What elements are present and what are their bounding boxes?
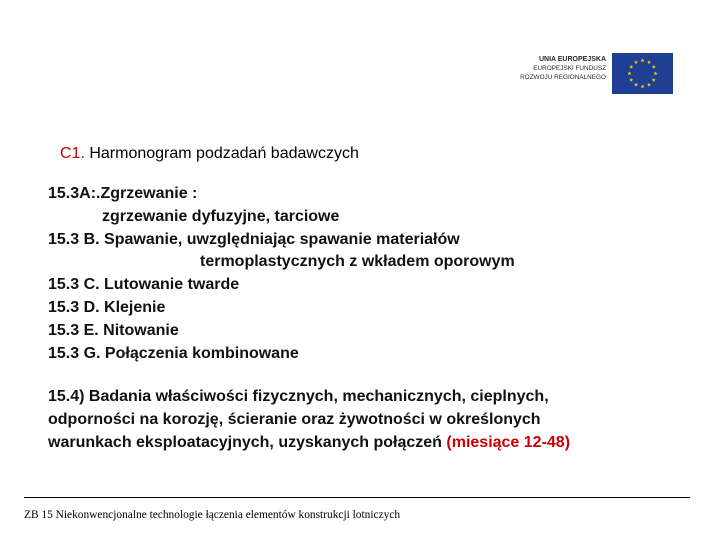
research-line-3 [48, 431, 678, 454]
eu-logo-line3: ROZWOJU REGIONALNEGO [520, 74, 606, 81]
page-title [60, 144, 359, 164]
eu-logo-line2: EUROPEJSKI FUNDUSZ [533, 65, 606, 72]
research-line-2: odporności na korozję, ścieranie oraz żywotności w określonych [48, 411, 541, 428]
subtask-d: 15.3 D. Klejenie [48, 298, 166, 316]
research-months-highlight: (miesiące 12-48) [446, 434, 571, 451]
subtask-b-label: 15.3 B. Spawanie, uwzględniając spawanie materiałów [48, 230, 460, 248]
eu-logo-text [508, 53, 606, 94]
footer-text: ZB 15 Niekonwencjonalne technologie łączenia elementów konstrukcji lotniczych [24, 509, 401, 521]
subtask-a-label: 15.3A:.Zgrzewanie : [48, 185, 198, 202]
subtask-e: 15.3 E. Nitowanie [48, 321, 179, 339]
title-text: Harmonogram podzadań badawczych [84, 145, 359, 162]
subtask-b-detail: termoplastycznych z wkładem oporowym [200, 253, 515, 271]
subtask-a-detail: zgrzewanie dyfuzyjne, tarciowe [102, 207, 340, 225]
title-code: C1. [60, 145, 85, 162]
research-line-3-text: warunkach eksploatacyjnych, uzyskanych połączeń [48, 434, 447, 451]
eu-flag-icon [612, 53, 673, 94]
footer-divider [24, 497, 690, 498]
eu-logo-line1: UNIA EUROPEJSKA [538, 56, 606, 63]
subtask-list [48, 183, 668, 365]
research-line-1: 15.4) Badania właściwości fizycznych, mechanicznych, cieplnych, [48, 388, 549, 405]
research-paragraph [48, 385, 678, 454]
eu-logo [508, 53, 673, 94]
subtask-c: 15.3 C. Lutowanie twarde [48, 276, 240, 294]
subtask-g: 15.3 G. Połączenia kombinowane [48, 344, 299, 362]
